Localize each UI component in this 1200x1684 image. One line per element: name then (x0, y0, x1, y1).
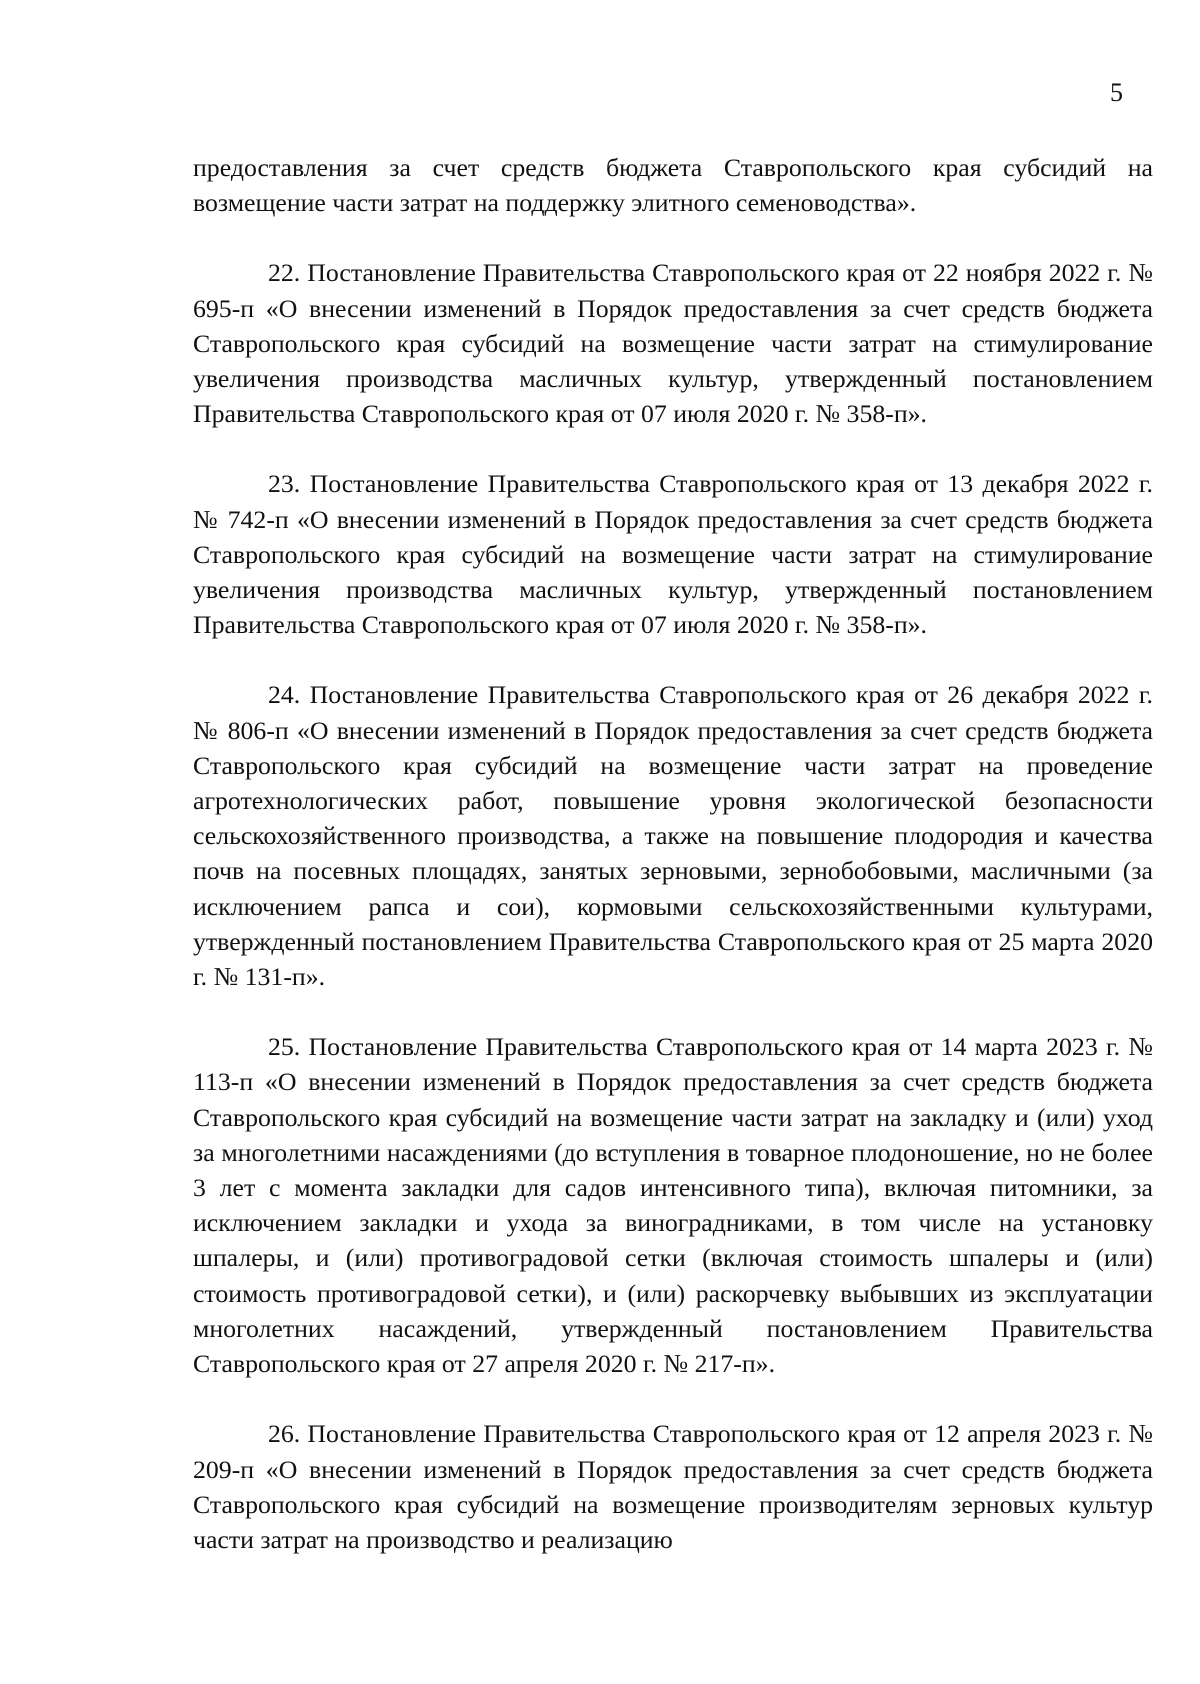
page-number: 5 (1110, 78, 1123, 107)
paragraph-item-26: 26. Постановление Правительства Ставропольского края от 12 апреля 2023 г. № 209-п «О внесении изменений в Порядок предоставления за счет средств бюджета Ставропольского края субсидий на возмещение производителям зерновых культур части затрат на производство и реализацию (193, 1419, 1153, 1554)
paragraph-item-22: 22. Постановление Правительства Ставропольского края от 22 ноября 2022 г. № 695-п «О внесении изменений в Порядок предоставления за счет средств бюджета Ставропольского края субсидий на возмещение части затрат на стимулирование увеличения производства масличных культур, утвержденный постановлением Правительства Ставропольского края от 07 июля 2020 г. № 358-п». (193, 258, 1153, 429)
paragraph-item-25: 25. Постановление Правительства Ставропольского края от 14 марта 2023 г. № 113-п «О внесении изменений в Порядок предоставления за счет средств бюджета Ставропольского края субсидий на возмещение части затрат на закладку и (или) уход за многолетними насаждениями (до вступления в товарное плодоношение, но не более 3 лет с момента закладки для садов интенсивного типа), включая питомники, за исключением закладки и ухода за виноградниками, в том числе на установку шпалеры, и (или) противоградовой сетки (включая стоимость шпалеры и (или) стоимость противоградовой сетки), и (или) раскорчевку выбывших из эксплуатации многолетних насаждений, утвержденный постановлением Правительства Ставропольского края от 27 апреля 2020 г. № 217-п». (193, 1032, 1153, 1379)
paragraph-item-24: 24. Постановление Правительства Ставропольского края от 26 декабря 2022 г. № 806-п «О внесении изменений в Порядок предоставления за счет средств бюджета Ставропольского края субсидий на возмещение части затрат на проведение агротехнологических работ, повышение уровня экологической безопасности сельскохозяйственного производства, а также на повышение плодородия и качества почв на посевных площадях, занятых зерновыми, зернобобовыми, масличными (за исключением рапса и сои), кормовыми сельскохозяйственными культурами, утвержденный постановлением Правительства Ставропольского края от 25 марта 2020 г. № 131-п». (193, 680, 1153, 992)
paragraph-continuation: предоставления за счет средств бюджета Ставропольского края субсидий на возмещение части затрат на поддержку элитного семеноводства». (193, 153, 1153, 218)
document-body (193, 150, 1153, 1557)
paragraph-item-23: 23. Постановление Правительства Ставропольского края от 13 декабря 2022 г. № 742-п «О внесении изменений в Порядок предоставления за счет средств бюджета Ставропольского края субсидий на возмещение части затрат на стимулирование увеличения производства масличных культур, утвержденный постановлением Правительства Ставропольского края от 07 июля 2020 г. № 358-п». (193, 469, 1153, 640)
